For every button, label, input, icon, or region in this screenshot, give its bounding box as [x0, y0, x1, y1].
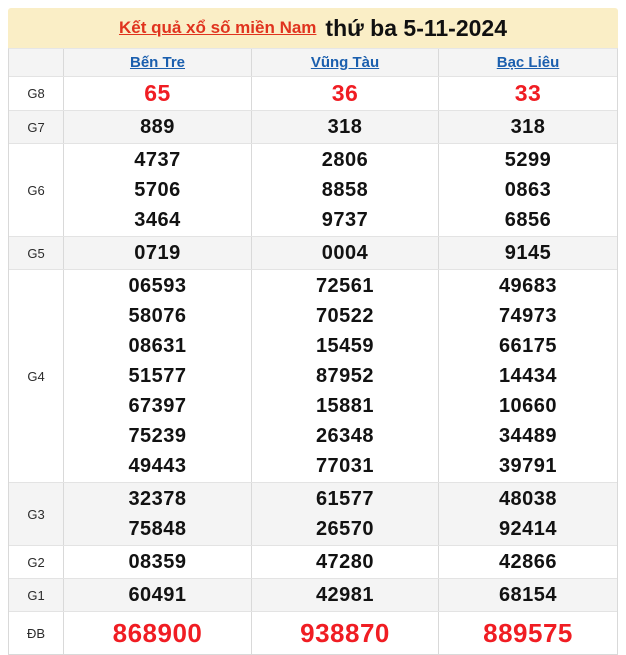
prize-row-g7 — [9, 111, 617, 144]
prize-number: 9145 — [504, 242, 552, 264]
prize-number: 48038 — [498, 488, 558, 510]
prize-label: G2 — [27, 554, 45, 570]
prize-number: 77031 — [315, 455, 375, 477]
province-link-ben-tre[interactable]: Bến Tre — [129, 54, 186, 71]
prize-label-cell — [9, 612, 63, 654]
results-banner — [8, 8, 618, 48]
prize-number: 08359 — [128, 551, 187, 573]
prize-values-cell — [251, 612, 438, 654]
prize-number: 0863 — [504, 179, 552, 201]
prize-number: 0719 — [134, 242, 181, 264]
prize-label: G1 — [27, 587, 45, 603]
prize-label: G5 — [27, 245, 45, 261]
prize-label: ĐB — [26, 625, 46, 641]
results-table — [8, 48, 618, 655]
prize-values-cell — [251, 144, 438, 236]
prize-number: 08631 — [128, 335, 187, 357]
prize-values-cell — [438, 546, 617, 578]
prize-number: 67397 — [128, 395, 187, 417]
prize-label-cell — [9, 77, 63, 110]
prize-label: G3 — [27, 506, 45, 522]
prize-label-cell — [9, 111, 63, 143]
prize-values-cell — [251, 546, 438, 578]
prize-values-cell — [438, 237, 617, 269]
prize-values-cell — [438, 111, 617, 143]
prize-number: 889575 — [483, 618, 573, 648]
prize-number: 33 — [514, 80, 542, 106]
prize-values-cell — [251, 237, 438, 269]
prize-number: 26570 — [315, 518, 375, 540]
prize-row-g6 — [9, 144, 617, 237]
prize-label: G4 — [27, 368, 45, 384]
province-link-vung-tau[interactable]: Vũng Tàu — [310, 54, 380, 71]
prize-number: 34489 — [498, 425, 558, 447]
prize-label-cell — [9, 237, 63, 269]
prize-number: 49443 — [128, 455, 187, 477]
prize-number: 318 — [327, 116, 363, 138]
prize-values-cell — [438, 579, 617, 611]
prize-number: 8858 — [321, 179, 369, 201]
prize-number: 36 — [331, 80, 359, 106]
prize-values-cell — [63, 77, 251, 110]
prize-number: 26348 — [315, 425, 375, 447]
prize-values-cell — [438, 144, 617, 236]
prize-number: 6856 — [504, 209, 552, 231]
prize-row-g5 — [9, 237, 617, 270]
prize-values-cell — [251, 270, 438, 482]
prize-values-cell — [63, 111, 251, 143]
prize-label-cell — [9, 144, 63, 236]
prize-number: 75239 — [128, 425, 187, 447]
lottery-results-panel — [8, 8, 618, 655]
prize-number: 66175 — [498, 335, 558, 357]
province-link-bac-lieu[interactable]: Bạc Liêu — [496, 54, 560, 71]
prize-values-cell — [63, 237, 251, 269]
prize-values-cell — [438, 270, 617, 482]
prize-number: 49683 — [498, 275, 558, 297]
prize-values-cell — [63, 612, 251, 654]
prize-values-cell — [251, 483, 438, 545]
prize-label: G7 — [27, 119, 45, 135]
prize-number: 39791 — [498, 455, 558, 477]
prize-number: 889 — [140, 116, 175, 138]
prize-number: 32378 — [128, 488, 187, 510]
prize-number: 42981 — [315, 584, 375, 606]
prize-number: 9737 — [321, 209, 369, 231]
prize-number: 15881 — [315, 395, 375, 417]
province-header-row — [9, 49, 617, 77]
prize-row-db — [9, 612, 617, 654]
prize-number: 14434 — [498, 365, 558, 387]
prize-number: 5706 — [134, 179, 181, 201]
prize-row-g2 — [9, 546, 617, 579]
prize-number: 938870 — [300, 618, 390, 648]
prize-number: 318 — [510, 116, 546, 138]
prize-values-cell — [63, 144, 251, 236]
prize-values-cell — [251, 77, 438, 110]
prize-number: 47280 — [315, 551, 375, 573]
prize-number: 68154 — [498, 584, 558, 606]
results-title-link[interactable]: Kết quả xổ số miền Nam — [118, 18, 317, 37]
prize-row-g4 — [9, 270, 617, 483]
prize-number: 58076 — [128, 305, 187, 327]
prize-values-cell — [438, 77, 617, 110]
prize-values-cell — [63, 270, 251, 482]
prize-number: 15459 — [315, 335, 375, 357]
province-header-cell — [251, 49, 438, 76]
prize-number: 72561 — [315, 275, 375, 297]
prize-number: 92414 — [498, 518, 558, 540]
prize-number: 70522 — [315, 305, 375, 327]
prize-values-cell — [63, 579, 251, 611]
province-header-cell — [438, 49, 617, 76]
draw-date: thứ ba 5-11-2024 — [325, 14, 507, 41]
prize-number: 60491 — [128, 584, 187, 606]
prize-number: 42866 — [498, 551, 558, 573]
prize-label: G8 — [27, 86, 45, 101]
prize-number: 0004 — [321, 242, 369, 264]
province-header-cell — [63, 49, 251, 76]
prize-values-cell — [63, 546, 251, 578]
prize-number: 4737 — [134, 149, 181, 171]
prize-number: 75848 — [128, 518, 187, 540]
prize-row-g1 — [9, 579, 617, 612]
prize-row-g8 — [9, 77, 617, 111]
prize-number: 74973 — [498, 305, 558, 327]
prize-row-g3 — [9, 483, 617, 546]
prize-values-cell — [438, 483, 617, 545]
prize-number: 5299 — [504, 149, 552, 171]
prize-number: 61577 — [315, 488, 375, 510]
prize-values-cell — [251, 579, 438, 611]
prize-number: 06593 — [128, 275, 187, 297]
prize-number: 2806 — [321, 149, 369, 171]
prize-values-cell — [251, 111, 438, 143]
corner-cell — [9, 49, 63, 76]
prize-label: G6 — [27, 182, 45, 198]
prize-label-cell — [9, 270, 63, 482]
prize-number: 3464 — [134, 209, 181, 231]
prize-number: 10660 — [498, 395, 558, 417]
prize-values-cell — [438, 612, 617, 654]
prize-number: 65 — [144, 80, 171, 106]
prize-label-cell — [9, 579, 63, 611]
prize-number: 87952 — [315, 365, 375, 387]
prize-values-cell — [63, 483, 251, 545]
prize-number: 868900 — [112, 618, 203, 648]
prize-label-cell — [9, 546, 63, 578]
prize-number: 51577 — [128, 365, 187, 387]
prize-label-cell — [9, 483, 63, 545]
